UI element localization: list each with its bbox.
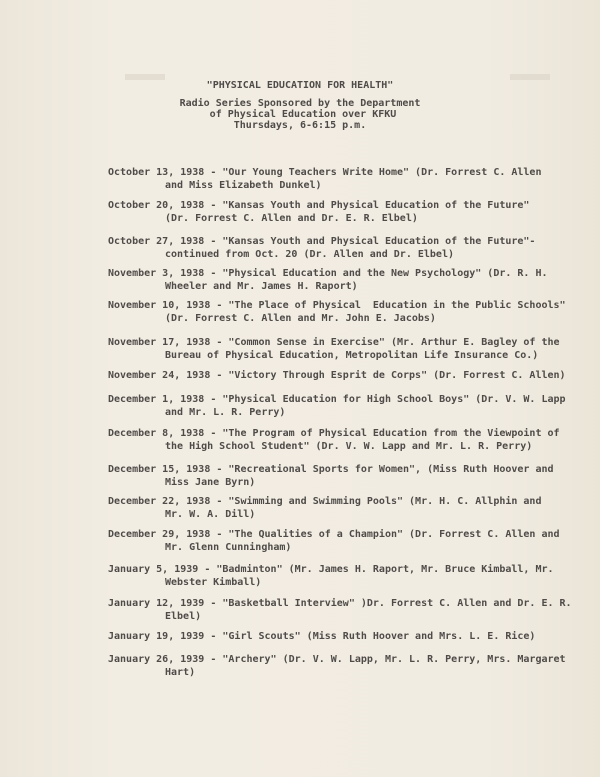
entry-line: December 15, 1938 - "Recreational Sports for Women", (Miss Ruth Hoover and [108,464,554,475]
entry-line: January 12, 1939 - "Basketball Interview" )Dr. Forrest C. Allen and Dr. E. R. [108,598,572,609]
entry-continuation-line: and Miss Elizabeth Dunkel) [165,179,322,191]
schedule-entry [108,268,548,293]
schedule-entry [108,496,541,521]
schedule-entry [108,394,566,419]
entry-line: November 3, 1938 - "Physical Education and the New Psychology" (Dr. R. H. [108,268,548,279]
schedule-entry [108,337,560,362]
subtitle-line: of Physical Education over KFKU [209,109,397,120]
entry-line: January 19, 1939 - "Girl Scouts" (Miss Ruth Hoover and Mrs. L. E. Rice) [108,631,536,642]
entry-line: November 24, 1938 - "Victory Through Esprit de Corps" (Dr. Forrest C. Allen) [108,370,566,381]
entry-continuation-line: Hart) [165,666,196,678]
entry-continuation-line: (Dr. Forrest C. Allen and Mr. John E. Jacobs) [165,312,436,324]
entry-line: November 10, 1938 - "The Place of Physical Education in the Public Schools" [108,300,566,311]
entry-line: November 17, 1938 - "Common Sense in Exercise" (Mr. Arthur E. Bagley of the [108,337,560,348]
schedule-entry [108,428,560,453]
entry-line: October 13, 1938 - "Our Young Teachers Write Home" (Dr. Forrest C. Allen [108,167,542,178]
entry-continuation-line: Mr. W. A. Dill) [165,508,256,520]
entry-continuation-line: Wheeler and Mr. James H. Raport) [165,280,358,292]
entry-line: December 29, 1938 - "The Qualities of a Champion" (Dr. Forrest C. Allen and [108,529,560,540]
entry-continuation-line: Mr. Glenn Cunningham) [165,541,292,553]
schedule-entry [108,167,541,192]
entry-line: January 5, 1939 - "Badminton" (Mr. James H. Raport, Mr. Bruce Kimball, Mr. [108,564,554,575]
entry-line: January 26, 1939 - "Archery" (Dr. V. W. Lapp, Mr. L. R. Perry, Mrs. Margaret [108,654,566,665]
schedule-entry [108,370,566,383]
schedule-entry [108,529,560,554]
entry-continuation-line: Bureau of Physical Education, Metropolitan Life Insurance Co.) [165,349,539,361]
subtitle-line: Radio Series Sponsored by the Department [179,98,421,109]
entry-continuation-line: Elbel) [165,610,202,622]
entry-line: October 27, 1938 - "Kansas Youth and Physical Education of the Future"- [108,236,536,247]
entry-line: December 8, 1938 - "The Program of Physical Education from the Viewpoint of [108,428,560,439]
entry-continuation-line: Miss Jane Byrn) [165,476,256,488]
entry-line: December 1, 1938 - "Physical Education for High School Boys" (Dr. V. W. Lapp [108,394,566,405]
schedule-entry [108,564,554,589]
schedule-entry [108,654,566,679]
entry-continuation-line: the High School Student" (Dr. V. W. Lapp and Mr. L. R. Perry) [165,440,533,452]
schedule-entry [108,300,566,325]
schedule-entry [108,236,535,261]
entry-line: December 22, 1938 - "Swimming and Swimming Pools" (Mr. H. C. Allphin and [108,496,542,507]
schedule-entry [108,464,554,489]
entry-continuation-line: Webster Kimball) [165,576,262,588]
schedule-entry [108,598,572,623]
schedule-entry [108,631,535,644]
subtitle-line: Thursdays, 6-6:15 p.m. [233,120,367,131]
entry-continuation-line: and Mr. L. R. Perry) [165,406,286,418]
entry-continuation-line: continued from Oct. 20 (Dr. Allen and Dr. Elbel) [165,248,454,260]
document-title: "PHYSICAL EDUCATION FOR HEALTH" [206,80,394,91]
entry-line: October 20, 1938 - "Kansas Youth and Physical Education of the Future" [108,200,530,211]
entry-continuation-line: (Dr. Forrest C. Allen and Dr. E. R. Elbel) [165,212,418,224]
schedule-entry [108,200,529,225]
